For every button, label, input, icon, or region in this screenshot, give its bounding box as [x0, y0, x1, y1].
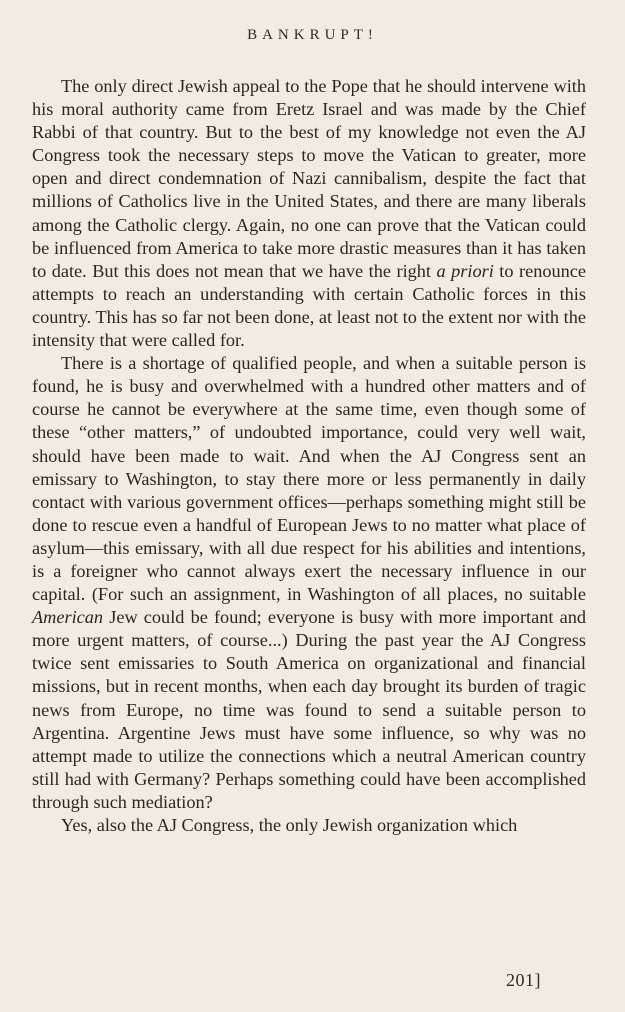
paragraph-text: The only direct Jewish appeal to the Pope that he should intervene with his moral authority came from Eretz Israel and was made by the Chief Rabbi of that country. But to the best of my knowledge not even the AJ Congress took the necessary steps to move the Vatican to greater, more open and direct condemnation of Nazi cannibalism, despite the fact that millions of Catholics live in the United States, and there are many liberals among the Catholic clergy. Again, no one can prove that the Vatican could be influenced from America to take more drastic measures than it has taken to date. But this does not mean that we have the right — [32, 76, 586, 281]
running-head: BANKRUPT! — [247, 27, 378, 43]
italic-phrase: a priori — [436, 260, 494, 281]
paragraph-1 — [32, 75, 586, 352]
paragraph-2 — [32, 352, 586, 814]
paragraph-text: Jew could be found; everyone is busy with more important and more urgent matters, of course...) During the past year the AJ Congress twice sent emissaries to South America on organizational and financial missions, but in recent months, when each day brought its burden of tragic news from Europe, no time was found to send a suitable person to Argentina. Argentine Jews must have some influence, so why was no attempt made to utilize the connections which a neutral American country still had with Germany? Perhaps something could have been accomplished through such mediation? — [32, 607, 586, 812]
paragraph-3 — [32, 814, 586, 837]
page-number: 201] — [506, 970, 541, 990]
body-text — [32, 75, 586, 837]
italic-phrase: American — [32, 607, 104, 628]
paragraph-text: to renounce attempts to reach an understanding with certain Catholic forces in this country. This has so far not been done, at least not to the extent nor with the intensity that were called for. — [32, 260, 587, 351]
paragraph-text: Yes, also the AJ Congress, the only Jewish organization which — [61, 815, 518, 835]
paragraph-text: There is a shortage of qualified people, and when a suitable person is found, he is busy and overwhelmed with a hundred other matters and of course he cannot be everywhere at the same time, even though some of these “other matters,” of undoubted importance, could very well wait, should have been made to wait. And when the AJ Congress sent an emissary to Washington, to stay there more or less permanently in daily contact with various government offices—perhaps something might still be done to rescue even a handful of European Jews to no matter what place of asylum—this emissary, with all due respect for his abilities and intentions, is a foreigner who cannot always exert the necessary influence in our capital. (For such an assignment, in Washington of all places, no suitable — [32, 353, 586, 605]
